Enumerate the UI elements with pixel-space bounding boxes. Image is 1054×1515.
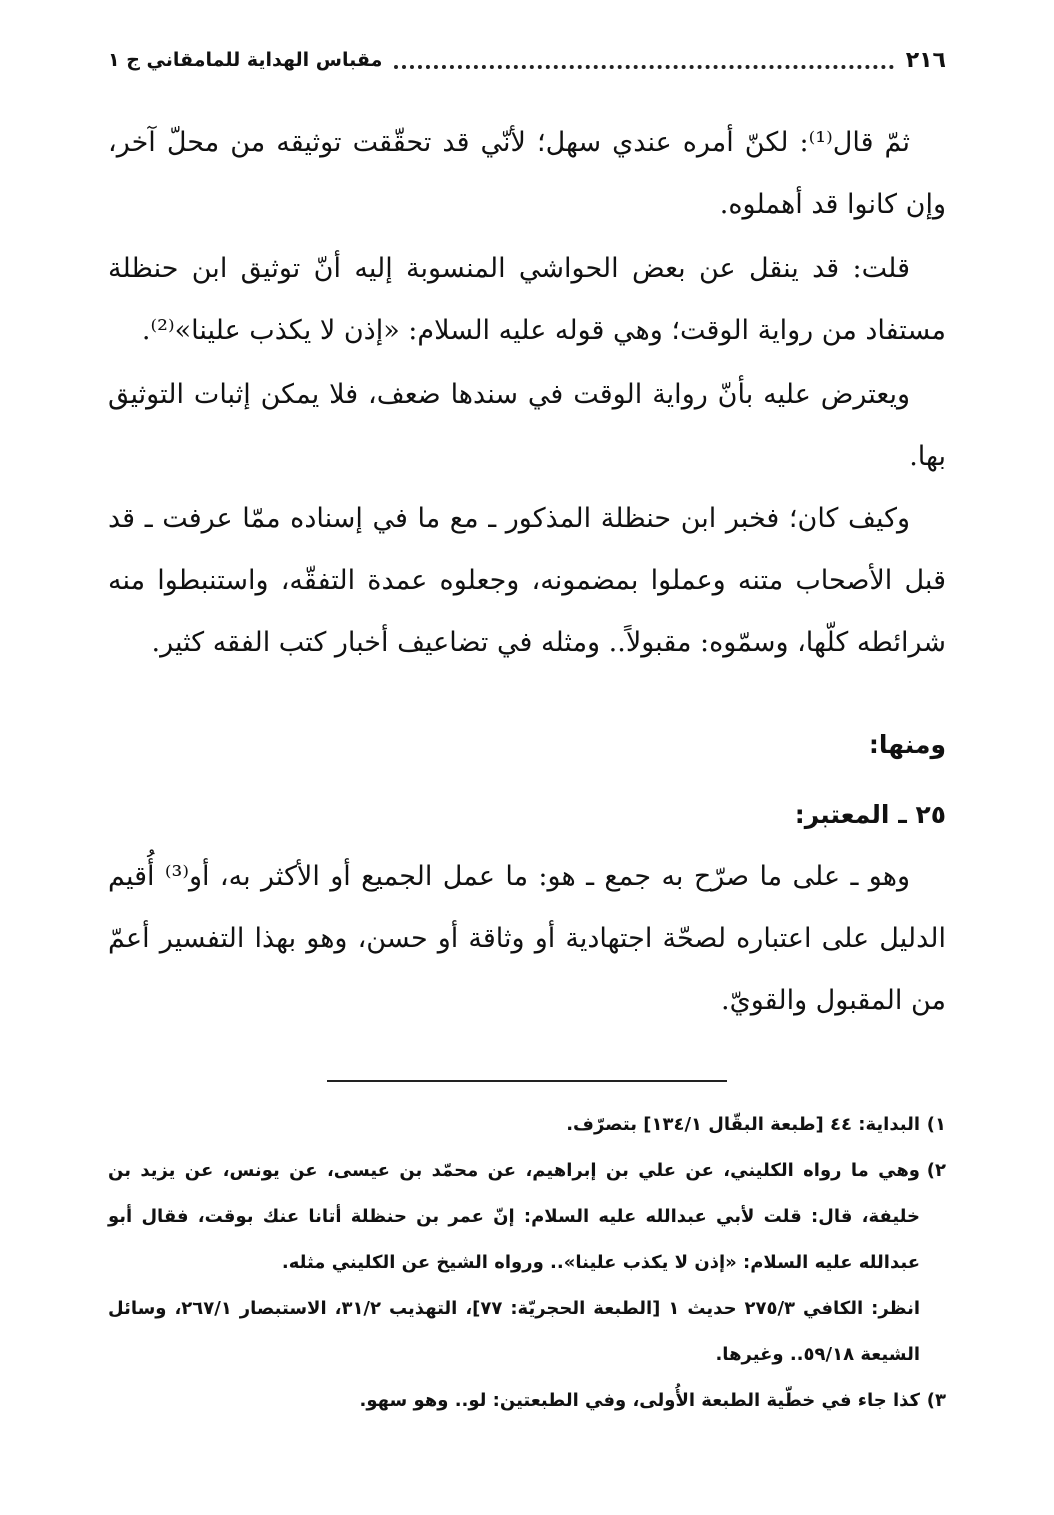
footnote-2-references: انظر: الكافي ٢٧٥/٣ حديث ١ [الطبعة الحجريّة: ٧٧]، التهذيب ٣١/٢، الاستبصار ٢٦٧/١، وسائل الشيعة ٥٩/١٨.. وغيرها. (108, 1298, 921, 1365)
footnote-separator (327, 1080, 727, 1082)
header-dot-leader (394, 65, 893, 69)
footnote-2-number: ٢) (926, 1160, 946, 1181)
footnote-1-text: البداية: ٤٤ [طبعة البقّال ١٣٤/١] بتصرّف. (566, 1114, 920, 1135)
footnote-1-number: ١) (926, 1114, 946, 1135)
section-heading-wa-minha: ومنها: (868, 730, 946, 759)
main-text (108, 112, 946, 1032)
paragraph-4: وكيف كان؛ فخبر ابن حنظلة المذكور ـ مع ما في إسناده ممّا عرفت ـ قد قبل الأصحاب متنه وعملوا بمضمونه، وجعلوه عمدة التفقّه، واستنبطوا منه شرائطه كلّها، وسمّوه: مقبولاً.. ومثله في تضاعيف أخبار كتب الفقه كثير. (108, 503, 946, 658)
book-page (108, 36, 946, 1424)
footnote-1 (108, 1102, 946, 1148)
definition-paragraph: وهو ـ على ما صرّح به جمع ـ هو: ما عمل الجميع أو الأكثر به، أو⁽³⁾ أُقيم الدليل على اعتباره لصحّة اجتهادية أو وثاقة أو حسن، وهو بهذا التفسير أعمّ من المقبول والقويّ. (108, 861, 946, 1016)
paragraph-2: قلت: قد ينقل عن بعض الحواشي المنسوبة إليه أنّ توثيق ابن حنظلة مستفاد من رواية الوقت؛ وهي قوله عليه السلام: «إذن لا يكذب علينا»⁽²⁾. (108, 253, 946, 346)
paragraph-1: ثمّ قال⁽¹⁾: لكنّ أمره عندي سهل؛ لأنّي قد تحقّقت توثيقه من محلّ آخر، وإن كانوا قد أهملوه. (108, 127, 946, 220)
footnotes (108, 1102, 946, 1424)
footnote-2 (108, 1148, 946, 1286)
footnote-3-number: ٣) (926, 1390, 946, 1411)
paragraph-3: ويعترض عليه بأنّ رواية الوقت في سندها ضعف، فلا يمكن إثبات التوثيق بها. (108, 379, 946, 472)
section-heading-al-mutabar: ٢٥ ـ المعتبر: (794, 800, 946, 829)
footnote-3 (108, 1378, 946, 1424)
book-title: مقباس الهداية للمامقاني ج ١ (108, 49, 383, 71)
running-header (108, 36, 946, 84)
page-number: ٢١٦ (905, 47, 946, 73)
footnote-2-text: وهي ما رواه الكليني، عن علي بن إبراهيم، عن محمّد بن عيسى، عن يونس، عن يزيد بن خليفة، قال: قلت لأبي عبدالله عليه السلام: إنّ عمر بن حنظلة أتانا عنك بوقت، فقال أبو عبدالله عليه السلام: «إذن لا يكذب علينا».. ورواه الشيخ عن الكليني مثله. (108, 1160, 920, 1273)
footnote-3-text: كذا جاء في خطّية الطبعة الأُولى، وفي الطبعتين: لو.. وهو سهو. (359, 1390, 920, 1411)
